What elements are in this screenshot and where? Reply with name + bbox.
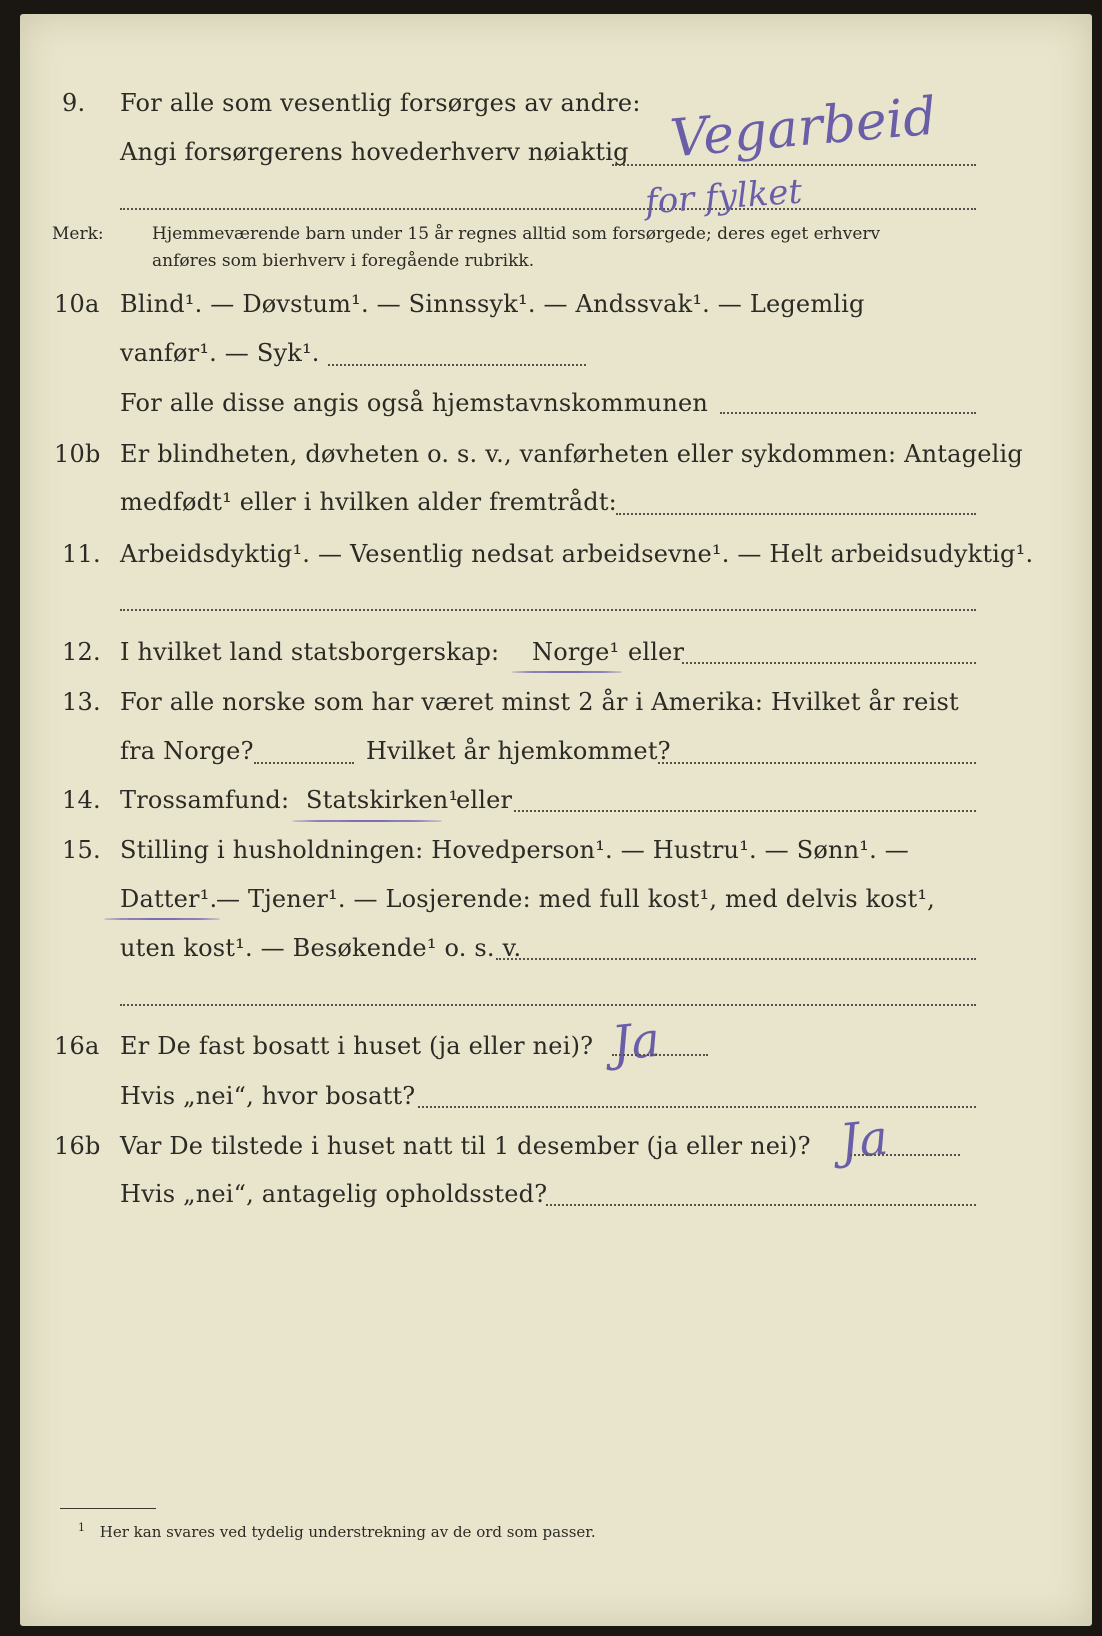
q15-row-3 (20, 934, 1092, 974)
q14-handwritten-underline (292, 820, 442, 822)
q10a-row-1 (20, 290, 1092, 330)
q9-question: For alle som vesentlig forsørges av andre: (120, 89, 641, 117)
q15-number: 15. (62, 836, 101, 864)
q16b-answer-line[interactable] (850, 1154, 960, 1156)
q15-option-datter[interactable]: Datter¹. (120, 885, 218, 913)
q16b-question-2: Hvis „nei“, antagelig opholdssted? (120, 1180, 548, 1208)
q16b-whereabouts-line[interactable] (546, 1204, 976, 1206)
q10a-question: Blind¹. — Døvstum¹. — Sinnssyk¹. — Andssvak¹. — Legemlig (120, 290, 865, 318)
q13-row-1 (20, 688, 1092, 728)
q9-question-2: Angi forsørgerens hovederhverv nøiaktig (120, 138, 629, 166)
merk-text-1: Hjemmeværende barn under 15 år regnes alltid som forsørgede; deres eget erhverv (152, 224, 881, 244)
q15-answer-line-2[interactable] (120, 1004, 976, 1006)
q10b-question: Er blindheten, døvheten o. s. v., vanførheten eller sykdommen: Antagelig (120, 440, 1023, 468)
q16a-handwritten-answer: Ja (609, 1011, 663, 1073)
q10b-answer-line[interactable] (616, 513, 976, 515)
q11-row (20, 540, 1092, 580)
q15-question-3: uten kost¹. — Besøkende¹ o. s. v. (120, 934, 522, 962)
q9-handwritten-answer-2: for fylket (643, 171, 804, 223)
q14-option-statskirken[interactable]: Statskirken¹ (306, 786, 459, 814)
footnote-text: Her kan svares ved tydelig understrekning av de ord som passer. (99, 1523, 596, 1541)
q16b-row-1 (20, 1132, 1092, 1172)
q16a-row-1 (20, 1032, 1092, 1072)
q16b-handwritten-answer: Ja (837, 1109, 891, 1171)
q16a-residence-line[interactable] (418, 1106, 976, 1108)
footnote-rule (60, 1508, 156, 1509)
q9-number: 9. (62, 89, 86, 117)
census-form-page (20, 14, 1092, 1626)
q12-number: 12. (62, 638, 101, 666)
q14-option-other: eller (456, 786, 513, 814)
q12-question: I hvilket land statsborgerskap: (120, 638, 500, 666)
q11-number: 11. (62, 540, 101, 568)
q13-number: 13. (62, 688, 101, 716)
merk-label: Merk: (52, 224, 104, 244)
q10a-question-2: vanfør¹. — Syk¹. (120, 339, 320, 367)
q13-year-left-line[interactable] (254, 762, 354, 764)
q15-answer-line[interactable] (496, 958, 976, 960)
q15-handwritten-underline (104, 918, 220, 920)
q15-question-2: — Tjener¹. — Losjerende: med full kost¹, med delvis kost¹, (216, 885, 935, 913)
q12-handwritten-underline (512, 671, 622, 673)
q10b-number: 10b (54, 440, 101, 468)
q14-number: 14. (62, 786, 101, 814)
q10a-number: 10a (54, 290, 100, 318)
q16b-question: Var De tilstede i huset natt til 1 desember (ja eller nei)? (120, 1132, 811, 1160)
q10a-question-3: For alle disse angis også hjemstavnskommunen (120, 389, 709, 417)
q15-question: Stilling i husholdningen: Hovedperson¹. — Hustru¹. — Sønn¹. — (120, 836, 909, 864)
q10b-row-2 (20, 488, 1092, 528)
q9-handwritten-answer: Vegarbeid (667, 86, 939, 170)
q10a-answer-line[interactable] (328, 364, 586, 366)
q14-answer-line[interactable] (514, 810, 976, 812)
q10a-row-3 (20, 389, 1092, 429)
q16b-row-2 (20, 1180, 1092, 1220)
q10b-row-1 (20, 440, 1092, 480)
footnote-marker: 1 (78, 1521, 85, 1534)
q16a-answer-line[interactable] (612, 1054, 708, 1056)
q9-answer-line-2[interactable] (120, 208, 976, 210)
q13-question: For alle norske som har været minst 2 år i Amerika: Hvilket år reist (120, 688, 959, 716)
footnote (78, 1521, 596, 1541)
q10b-question-2: medfødt¹ eller i hvilken alder fremtrådt: (120, 488, 617, 516)
q16a-question-2: Hvis „nei“, hvor bosatt? (120, 1082, 416, 1110)
q11-answer-line[interactable] (120, 609, 976, 611)
q13-row-2 (20, 737, 1092, 777)
q12-option-other: eller (628, 638, 685, 666)
q11-question: Arbeidsdyktig¹. — Vesentlig nedsat arbeidsevne¹. — Helt arbeidsudyktig¹. (120, 540, 1034, 568)
q13-question-right: Hvilket år hjemkommet? (366, 737, 671, 765)
q10a-home-municipality-line[interactable] (720, 412, 976, 414)
q13-question-left: fra Norge? (120, 737, 254, 765)
merk-text-2: anføres som bierhverv i foregående rubrikk. (152, 251, 535, 271)
q16a-question: Er De fast bosatt i huset (ja eller nei)? (120, 1032, 594, 1060)
q12-answer-line[interactable] (682, 662, 976, 664)
q16a-row-2 (20, 1082, 1092, 1122)
q12-option-norge[interactable]: Norge¹ (532, 638, 620, 666)
q15-row-1 (20, 836, 1092, 876)
q14-question: Trossamfund: (120, 786, 290, 814)
q13-year-returned-line[interactable] (658, 762, 976, 764)
q9-answer-line[interactable] (612, 164, 976, 166)
q14-row (20, 786, 1092, 826)
q10a-row-2 (20, 339, 1092, 379)
q16b-number: 16b (54, 1132, 101, 1160)
q16a-number: 16a (54, 1032, 100, 1060)
